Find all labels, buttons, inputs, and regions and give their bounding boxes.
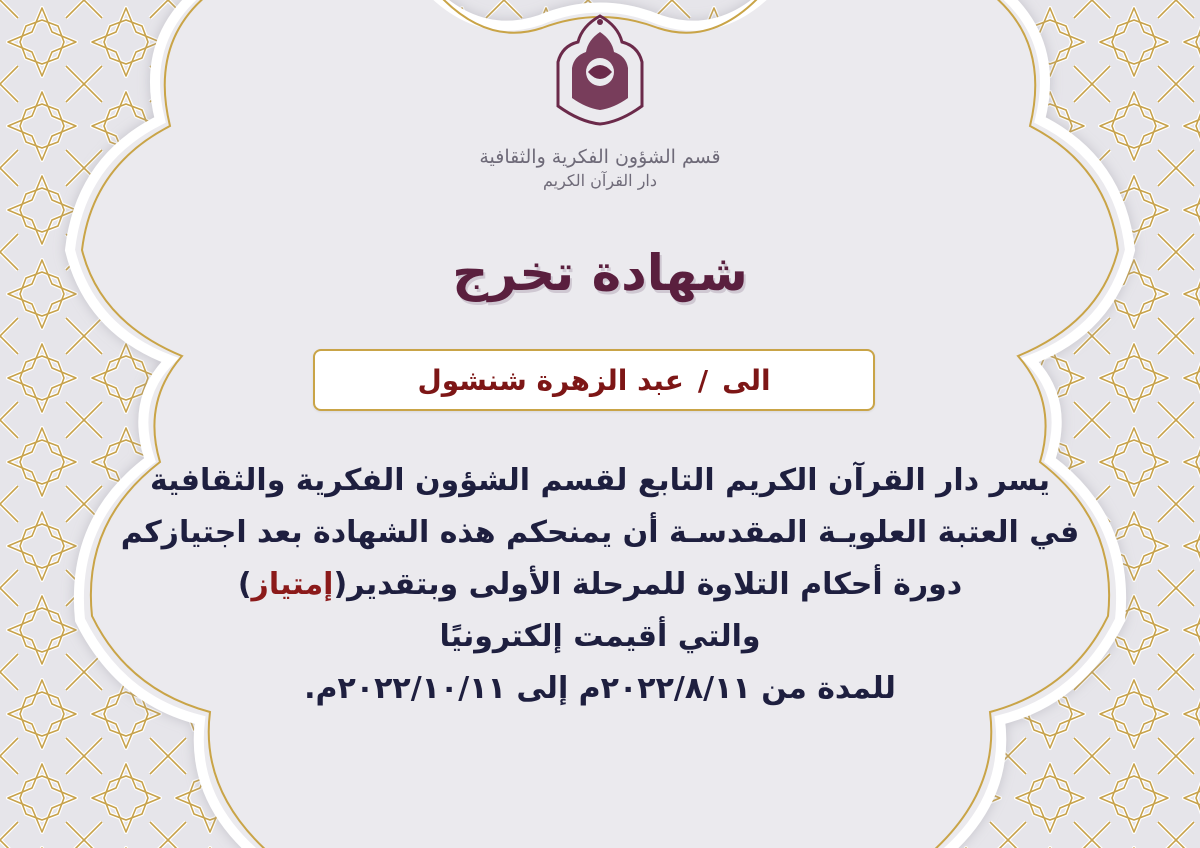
certificate-body xyxy=(120,455,1080,715)
body-line-5: للمدة من ٢٠٢٢/٨/١١م إلى ٢٠٢٢/١٠/١١م. xyxy=(304,671,896,706)
grade-value: إمتياز xyxy=(251,567,334,602)
body-line-3-text: دورة أحكام التلاوة للمرحلة الأولى وبتقدير xyxy=(347,567,963,602)
body-line-4: والتي أقيمت إلكترونيًا xyxy=(439,619,761,654)
recipient-box xyxy=(313,349,875,411)
department-heading xyxy=(440,146,760,192)
holy-shrine-emblem-icon xyxy=(540,10,660,130)
certificate-title: شهادة تخرج xyxy=(452,244,748,302)
grade-close-paren: ) xyxy=(237,567,252,602)
grade-open-paren: ( xyxy=(333,567,348,602)
body-line-1: يسر دار القرآن الكريم التابع لقسم الشؤون الفكرية والثقافية xyxy=(149,463,1051,498)
body-line-3 xyxy=(120,559,1080,611)
recipient-prefix: الى xyxy=(722,363,771,397)
recipient-name: عبد الزهرة شنشول xyxy=(417,363,684,397)
recipient-separator: / xyxy=(697,363,709,397)
body-line-2: في العتبة العلويـة المقدسـة أن يمنحكم هذه الشهادة بعد اجتيازكم xyxy=(120,515,1080,550)
department-line-2: دار القرآن الكريم xyxy=(543,171,657,190)
department-line-1: قسم الشؤون الفكرية والثقافية xyxy=(479,146,721,168)
